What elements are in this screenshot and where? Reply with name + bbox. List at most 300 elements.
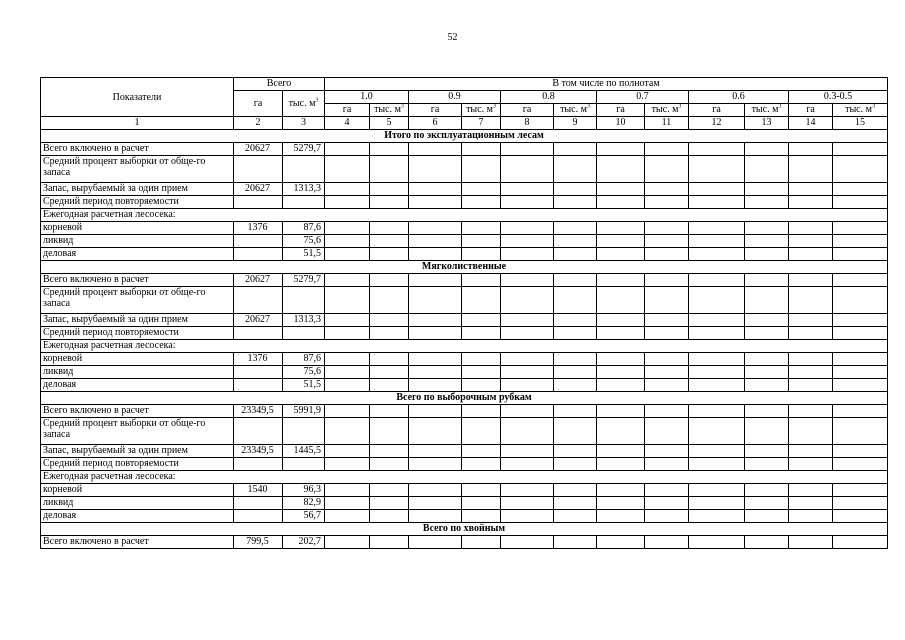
- empty-cell: [689, 156, 745, 183]
- total-volume-value: 5279,7: [283, 274, 325, 287]
- empty-cell: [745, 445, 789, 458]
- empty-cell: [789, 366, 833, 379]
- empty-cell: [689, 248, 745, 261]
- empty-cell: [745, 274, 789, 287]
- empty-cell: [689, 418, 745, 445]
- row-label: Средний период повторяемости: [41, 327, 234, 340]
- total-ha-value: [234, 510, 283, 523]
- unit-volume-header: тыс. $м^3$: [462, 104, 501, 117]
- empty-cell: [501, 143, 554, 156]
- empty-cell: [689, 143, 745, 156]
- empty-cell: [789, 497, 833, 510]
- empty-cell: [745, 222, 789, 235]
- empty-cell: [462, 235, 501, 248]
- empty-cell: [409, 143, 462, 156]
- empty-cell: [554, 458, 597, 471]
- empty-cell: [645, 379, 689, 392]
- row-label: Ежегодная расчетная лесосека:: [41, 209, 888, 222]
- empty-cell: [462, 510, 501, 523]
- empty-cell: [789, 156, 833, 183]
- empty-cell: [325, 287, 370, 314]
- total-ha-value: [234, 418, 283, 445]
- row-label: ликвид: [41, 497, 234, 510]
- empty-cell: [370, 314, 409, 327]
- total-volume-value: [283, 287, 325, 314]
- empty-cell: [409, 222, 462, 235]
- empty-cell: [597, 353, 645, 366]
- empty-cell: [789, 536, 833, 549]
- empty-cell: [554, 379, 597, 392]
- empty-cell: [833, 484, 888, 497]
- row-label: Средний процент выборки от обще-го запаса: [41, 287, 234, 314]
- empty-cell: [370, 274, 409, 287]
- empty-cell: [689, 536, 745, 549]
- empty-cell: [597, 458, 645, 471]
- empty-cell: [370, 418, 409, 445]
- empty-cell: [833, 497, 888, 510]
- table-row: [41, 209, 888, 222]
- empty-cell: [501, 366, 554, 379]
- total-volume-value: 75,6: [283, 235, 325, 248]
- empty-cell: [554, 327, 597, 340]
- empty-cell: [645, 196, 689, 209]
- total-ha-value: 20627: [234, 314, 283, 327]
- unit-ha-header: га: [409, 104, 462, 117]
- empty-cell: [409, 536, 462, 549]
- empty-cell: [501, 274, 554, 287]
- empty-cell: [645, 510, 689, 523]
- empty-cell: [370, 287, 409, 314]
- empty-cell: [462, 484, 501, 497]
- unit-ha-header: га: [597, 104, 645, 117]
- empty-cell: [689, 353, 745, 366]
- empty-cell: [789, 274, 833, 287]
- empty-cell: [501, 536, 554, 549]
- empty-cell: [745, 353, 789, 366]
- empty-cell: [745, 314, 789, 327]
- empty-cell: [833, 222, 888, 235]
- empty-cell: [370, 143, 409, 156]
- unit-ha-header: га: [325, 104, 370, 117]
- empty-cell: [370, 156, 409, 183]
- table-row: [41, 418, 888, 445]
- empty-cell: [745, 287, 789, 314]
- unit-volume-header: тыс. $м^3$: [833, 104, 888, 117]
- row-label: Всего включено в расчет: [41, 274, 234, 287]
- empty-cell: [409, 366, 462, 379]
- empty-cell: [689, 196, 745, 209]
- empty-cell: [554, 196, 597, 209]
- table-row: [41, 183, 888, 196]
- empty-cell: [689, 366, 745, 379]
- empty-cell: [689, 287, 745, 314]
- row-label: Запас, вырубаемый за один прием: [41, 183, 234, 196]
- empty-cell: [554, 143, 597, 156]
- empty-cell: [325, 156, 370, 183]
- empty-cell: [554, 222, 597, 235]
- column-number: 1: [41, 117, 234, 130]
- section-title: Всего по хвойным: [41, 523, 888, 536]
- empty-cell: [462, 445, 501, 458]
- total-ha-value: 1376: [234, 353, 283, 366]
- empty-cell: [745, 327, 789, 340]
- empty-cell: [745, 156, 789, 183]
- empty-cell: [409, 418, 462, 445]
- row-label: деловая: [41, 248, 234, 261]
- empty-cell: [370, 536, 409, 549]
- empty-cell: [833, 156, 888, 183]
- empty-cell: [370, 510, 409, 523]
- table-row: [41, 287, 888, 314]
- empty-cell: [597, 314, 645, 327]
- empty-cell: [325, 497, 370, 510]
- empty-cell: [462, 536, 501, 549]
- empty-cell: [370, 458, 409, 471]
- table-row: [41, 536, 888, 549]
- empty-cell: [554, 274, 597, 287]
- total-ha-value: 1376: [234, 222, 283, 235]
- empty-cell: [370, 235, 409, 248]
- empty-cell: [789, 287, 833, 314]
- column-number: 10: [597, 117, 645, 130]
- empty-cell: [409, 248, 462, 261]
- empty-cell: [409, 510, 462, 523]
- empty-cell: [789, 510, 833, 523]
- empty-cell: [462, 196, 501, 209]
- total-volume-value: 1313,3: [283, 314, 325, 327]
- empty-cell: [689, 405, 745, 418]
- total-volume-value: [283, 327, 325, 340]
- empty-cell: [745, 510, 789, 523]
- empty-cell: [789, 222, 833, 235]
- empty-cell: [462, 353, 501, 366]
- empty-cell: [833, 445, 888, 458]
- empty-cell: [554, 445, 597, 458]
- total-volume-value: [283, 418, 325, 445]
- section-header-row: [41, 523, 888, 536]
- empty-cell: [597, 379, 645, 392]
- column-number: 3: [283, 117, 325, 130]
- empty-cell: [501, 222, 554, 235]
- empty-cell: [597, 143, 645, 156]
- empty-cell: [554, 156, 597, 183]
- empty-cell: [370, 405, 409, 418]
- empty-cell: [645, 274, 689, 287]
- empty-cell: [745, 497, 789, 510]
- table-row: [41, 143, 888, 156]
- empty-cell: [325, 484, 370, 497]
- row-label: Всего включено в расчет: [41, 405, 234, 418]
- empty-cell: [645, 458, 689, 471]
- empty-cell: [501, 445, 554, 458]
- empty-cell: [554, 366, 597, 379]
- empty-cell: [597, 536, 645, 549]
- empty-cell: [409, 379, 462, 392]
- total-volume-value: 51,5: [283, 248, 325, 261]
- row-label: Средний период повторяемости: [41, 196, 234, 209]
- empty-cell: [462, 497, 501, 510]
- empty-cell: [833, 143, 888, 156]
- empty-cell: [597, 274, 645, 287]
- empty-cell: [597, 222, 645, 235]
- empty-cell: [789, 327, 833, 340]
- empty-cell: [689, 183, 745, 196]
- empty-cell: [745, 405, 789, 418]
- empty-cell: [833, 379, 888, 392]
- empty-cell: [554, 418, 597, 445]
- empty-cell: [645, 497, 689, 510]
- table-row: [41, 484, 888, 497]
- empty-cell: [554, 536, 597, 549]
- total-volume-value: 202,7: [283, 536, 325, 549]
- empty-cell: [409, 156, 462, 183]
- total-ha-value: [234, 248, 283, 261]
- empty-cell: [645, 327, 689, 340]
- empty-cell: [597, 235, 645, 248]
- total-ha-value: [234, 287, 283, 314]
- empty-cell: [325, 222, 370, 235]
- total-ha-value: 20627: [234, 143, 283, 156]
- empty-cell: [745, 196, 789, 209]
- row-label: деловая: [41, 510, 234, 523]
- total-ha-value: [234, 379, 283, 392]
- empty-cell: [689, 458, 745, 471]
- empty-cell: [745, 143, 789, 156]
- table-row: [41, 340, 888, 353]
- density-header: 0.6: [689, 91, 789, 104]
- empty-cell: [833, 418, 888, 445]
- total-ha-value: [234, 458, 283, 471]
- empty-cell: [325, 327, 370, 340]
- empty-cell: [833, 314, 888, 327]
- empty-cell: [501, 418, 554, 445]
- empty-cell: [325, 418, 370, 445]
- empty-cell: [789, 183, 833, 196]
- empty-cell: [597, 366, 645, 379]
- section-header-row: [41, 392, 888, 405]
- empty-cell: [789, 248, 833, 261]
- empty-cell: [370, 248, 409, 261]
- empty-cell: [689, 327, 745, 340]
- empty-cell: [833, 536, 888, 549]
- total-ha-value: [234, 366, 283, 379]
- empty-cell: [597, 484, 645, 497]
- empty-cell: [645, 405, 689, 418]
- empty-cell: [689, 510, 745, 523]
- empty-cell: [597, 445, 645, 458]
- empty-cell: [689, 484, 745, 497]
- total-volume-value: 5279,7: [283, 143, 325, 156]
- total-volume-value: 87,6: [283, 222, 325, 235]
- empty-cell: [325, 314, 370, 327]
- empty-cell: [554, 484, 597, 497]
- empty-cell: [325, 196, 370, 209]
- total-ha-value: 20627: [234, 183, 283, 196]
- empty-cell: [501, 314, 554, 327]
- total-ha-value: 23349,5: [234, 445, 283, 458]
- empty-cell: [554, 287, 597, 314]
- empty-cell: [789, 379, 833, 392]
- empty-cell: [645, 183, 689, 196]
- section-title: Итого по эксплуатационным лесам: [41, 130, 888, 143]
- unit-volume-header: тыс. $м^3$: [370, 104, 409, 117]
- empty-cell: [325, 366, 370, 379]
- empty-cell: [745, 418, 789, 445]
- empty-cell: [789, 143, 833, 156]
- allowable-cut-table: [40, 77, 888, 549]
- empty-cell: [409, 405, 462, 418]
- table-row: [41, 248, 888, 261]
- empty-cell: [833, 366, 888, 379]
- table-row: [41, 274, 888, 287]
- table-row: [41, 235, 888, 248]
- total-volume-value: 75,6: [283, 366, 325, 379]
- empty-cell: [833, 353, 888, 366]
- empty-cell: [554, 405, 597, 418]
- table-row: [41, 458, 888, 471]
- empty-cell: [409, 445, 462, 458]
- empty-cell: [325, 274, 370, 287]
- empty-cell: [645, 536, 689, 549]
- empty-cell: [370, 484, 409, 497]
- empty-cell: [745, 366, 789, 379]
- total-ha-value: 23349,5: [234, 405, 283, 418]
- row-label: Средний процент выборки от обще-го запаса: [41, 418, 234, 445]
- unit-volume-header: тыс. $м^3$: [645, 104, 689, 117]
- empty-cell: [409, 287, 462, 314]
- empty-cell: [325, 379, 370, 392]
- table-row: [41, 156, 888, 183]
- column-number: 6: [409, 117, 462, 130]
- empty-cell: [501, 353, 554, 366]
- empty-cell: [325, 183, 370, 196]
- table-row: [41, 314, 888, 327]
- empty-cell: [501, 510, 554, 523]
- empty-cell: [462, 366, 501, 379]
- unit-ha-header: га: [689, 104, 745, 117]
- total-volume-value: [283, 458, 325, 471]
- total-ha-value: [234, 156, 283, 183]
- empty-cell: [645, 445, 689, 458]
- empty-cell: [689, 497, 745, 510]
- empty-cell: [462, 183, 501, 196]
- empty-cell: [745, 484, 789, 497]
- empty-cell: [645, 248, 689, 261]
- section-title: Мягколиственные: [41, 261, 888, 274]
- empty-cell: [370, 222, 409, 235]
- total-volume-value: 1445,5: [283, 445, 325, 458]
- table-row: [41, 222, 888, 235]
- total-volume-value: [283, 196, 325, 209]
- row-label: Ежегодная расчетная лесосека:: [41, 340, 888, 353]
- section-header-row: [41, 261, 888, 274]
- indicator-header: Показатели: [41, 78, 234, 117]
- column-number: 2: [234, 117, 283, 130]
- column-number: 12: [689, 117, 745, 130]
- empty-cell: [501, 156, 554, 183]
- row-label: Запас, вырубаемый за один прием: [41, 314, 234, 327]
- empty-cell: [789, 314, 833, 327]
- density-header: 0.8: [501, 91, 597, 104]
- empty-cell: [789, 458, 833, 471]
- row-label: корневой: [41, 353, 234, 366]
- empty-cell: [833, 183, 888, 196]
- column-number: 9: [554, 117, 597, 130]
- empty-cell: [597, 405, 645, 418]
- empty-cell: [462, 274, 501, 287]
- row-label: ликвид: [41, 235, 234, 248]
- column-number: 13: [745, 117, 789, 130]
- empty-cell: [833, 405, 888, 418]
- empty-cell: [745, 235, 789, 248]
- empty-cell: [554, 510, 597, 523]
- empty-cell: [833, 274, 888, 287]
- table-row: [41, 327, 888, 340]
- empty-cell: [325, 405, 370, 418]
- empty-cell: [370, 183, 409, 196]
- empty-cell: [462, 287, 501, 314]
- empty-cell: [409, 353, 462, 366]
- column-number: 4: [325, 117, 370, 130]
- empty-cell: [645, 484, 689, 497]
- empty-cell: [325, 536, 370, 549]
- empty-cell: [370, 497, 409, 510]
- total-ha-value: 1540: [234, 484, 283, 497]
- empty-cell: [745, 379, 789, 392]
- empty-cell: [409, 235, 462, 248]
- empty-cell: [501, 458, 554, 471]
- empty-cell: [689, 274, 745, 287]
- empty-cell: [554, 353, 597, 366]
- empty-cell: [689, 235, 745, 248]
- table-row: [41, 353, 888, 366]
- empty-cell: [325, 353, 370, 366]
- empty-cell: [789, 405, 833, 418]
- table-row: [41, 445, 888, 458]
- density-header: 1.0: [325, 91, 409, 104]
- empty-cell: [645, 314, 689, 327]
- empty-cell: [645, 418, 689, 445]
- unit-ha-header: га: [501, 104, 554, 117]
- empty-cell: [789, 484, 833, 497]
- empty-cell: [597, 497, 645, 510]
- empty-cell: [833, 287, 888, 314]
- total-volume-header: тыс. $м^3$: [283, 91, 325, 117]
- empty-cell: [645, 235, 689, 248]
- empty-cell: [554, 183, 597, 196]
- empty-cell: [597, 287, 645, 314]
- empty-cell: [370, 366, 409, 379]
- table-row: [41, 379, 888, 392]
- empty-cell: [370, 327, 409, 340]
- empty-cell: [597, 327, 645, 340]
- column-number: 7: [462, 117, 501, 130]
- empty-cell: [745, 458, 789, 471]
- empty-cell: [501, 379, 554, 392]
- total-ha-value: [234, 196, 283, 209]
- column-number: 11: [645, 117, 689, 130]
- empty-cell: [501, 183, 554, 196]
- empty-cell: [745, 183, 789, 196]
- total-ha-value: [234, 497, 283, 510]
- empty-cell: [645, 353, 689, 366]
- empty-cell: [597, 183, 645, 196]
- empty-cell: [689, 445, 745, 458]
- empty-cell: [597, 156, 645, 183]
- empty-cell: [325, 445, 370, 458]
- total-volume-value: 56,7: [283, 510, 325, 523]
- row-label: Средний период повторяемости: [41, 458, 234, 471]
